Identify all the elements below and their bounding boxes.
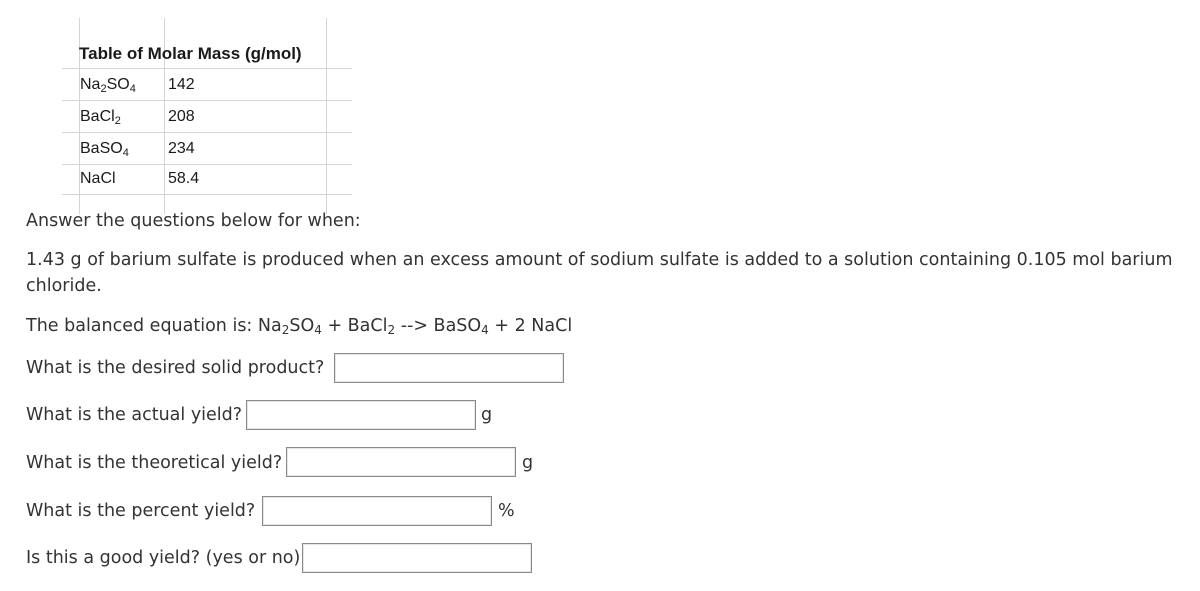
table-cell-formula: NaCl <box>80 170 116 187</box>
question-label: What is the theoretical yield? <box>26 453 283 473</box>
molar-mass-table <box>62 18 352 214</box>
table-cell-formula: BaCl$_2$ <box>80 108 121 127</box>
table-cell-mass: 58.4 <box>168 170 200 187</box>
table-cell-mass: 234 <box>168 140 195 157</box>
percent-yield-input[interactable] <box>262 496 492 526</box>
molar-table-title: Table of Molar Mass (g/mol) <box>79 44 302 63</box>
unit-label: g <box>481 405 493 425</box>
table-cell-formula: BaSO$_4$ <box>80 140 129 159</box>
table-grid-line <box>62 194 352 195</box>
intro-text: Answer the questions below for when: <box>26 211 361 231</box>
table-grid-line <box>62 68 352 69</box>
unit-label: % <box>498 501 515 521</box>
table-cell-formula: $Na_2SO_4$ <box>80 76 136 95</box>
table-grid-line <box>326 18 327 214</box>
table-grid-line <box>62 132 352 133</box>
balanced-equation: The balanced equation is: $Na_2SO_4$ + BaCl$_2$ --> BaSO$_4$ + 2 NaCl <box>26 316 573 337</box>
question-label: Is this a good yield? (yes or no) <box>26 548 301 568</box>
question-label: What is the desired solid product? <box>26 358 325 378</box>
scenario-text: 1.43 g of barium sulfate is produced when an excess amount of sodium sulfate is added to a solution containing 0.105 mol barium chloride. <box>26 250 1173 296</box>
unit-label: g <box>522 453 534 473</box>
good-yield-input[interactable] <box>302 543 532 573</box>
theoretical-yield-input[interactable] <box>286 447 516 477</box>
question-label: What is the actual yield? <box>26 405 243 425</box>
desired-product-input[interactable] <box>334 353 564 383</box>
table-grid-line <box>62 100 352 101</box>
question-label: What is the percent yield? <box>26 501 256 521</box>
table-cell-mass: 142 <box>168 76 195 93</box>
actual-yield-input[interactable] <box>246 400 476 430</box>
table-cell-mass: 208 <box>168 108 195 125</box>
table-grid-line <box>62 164 352 165</box>
